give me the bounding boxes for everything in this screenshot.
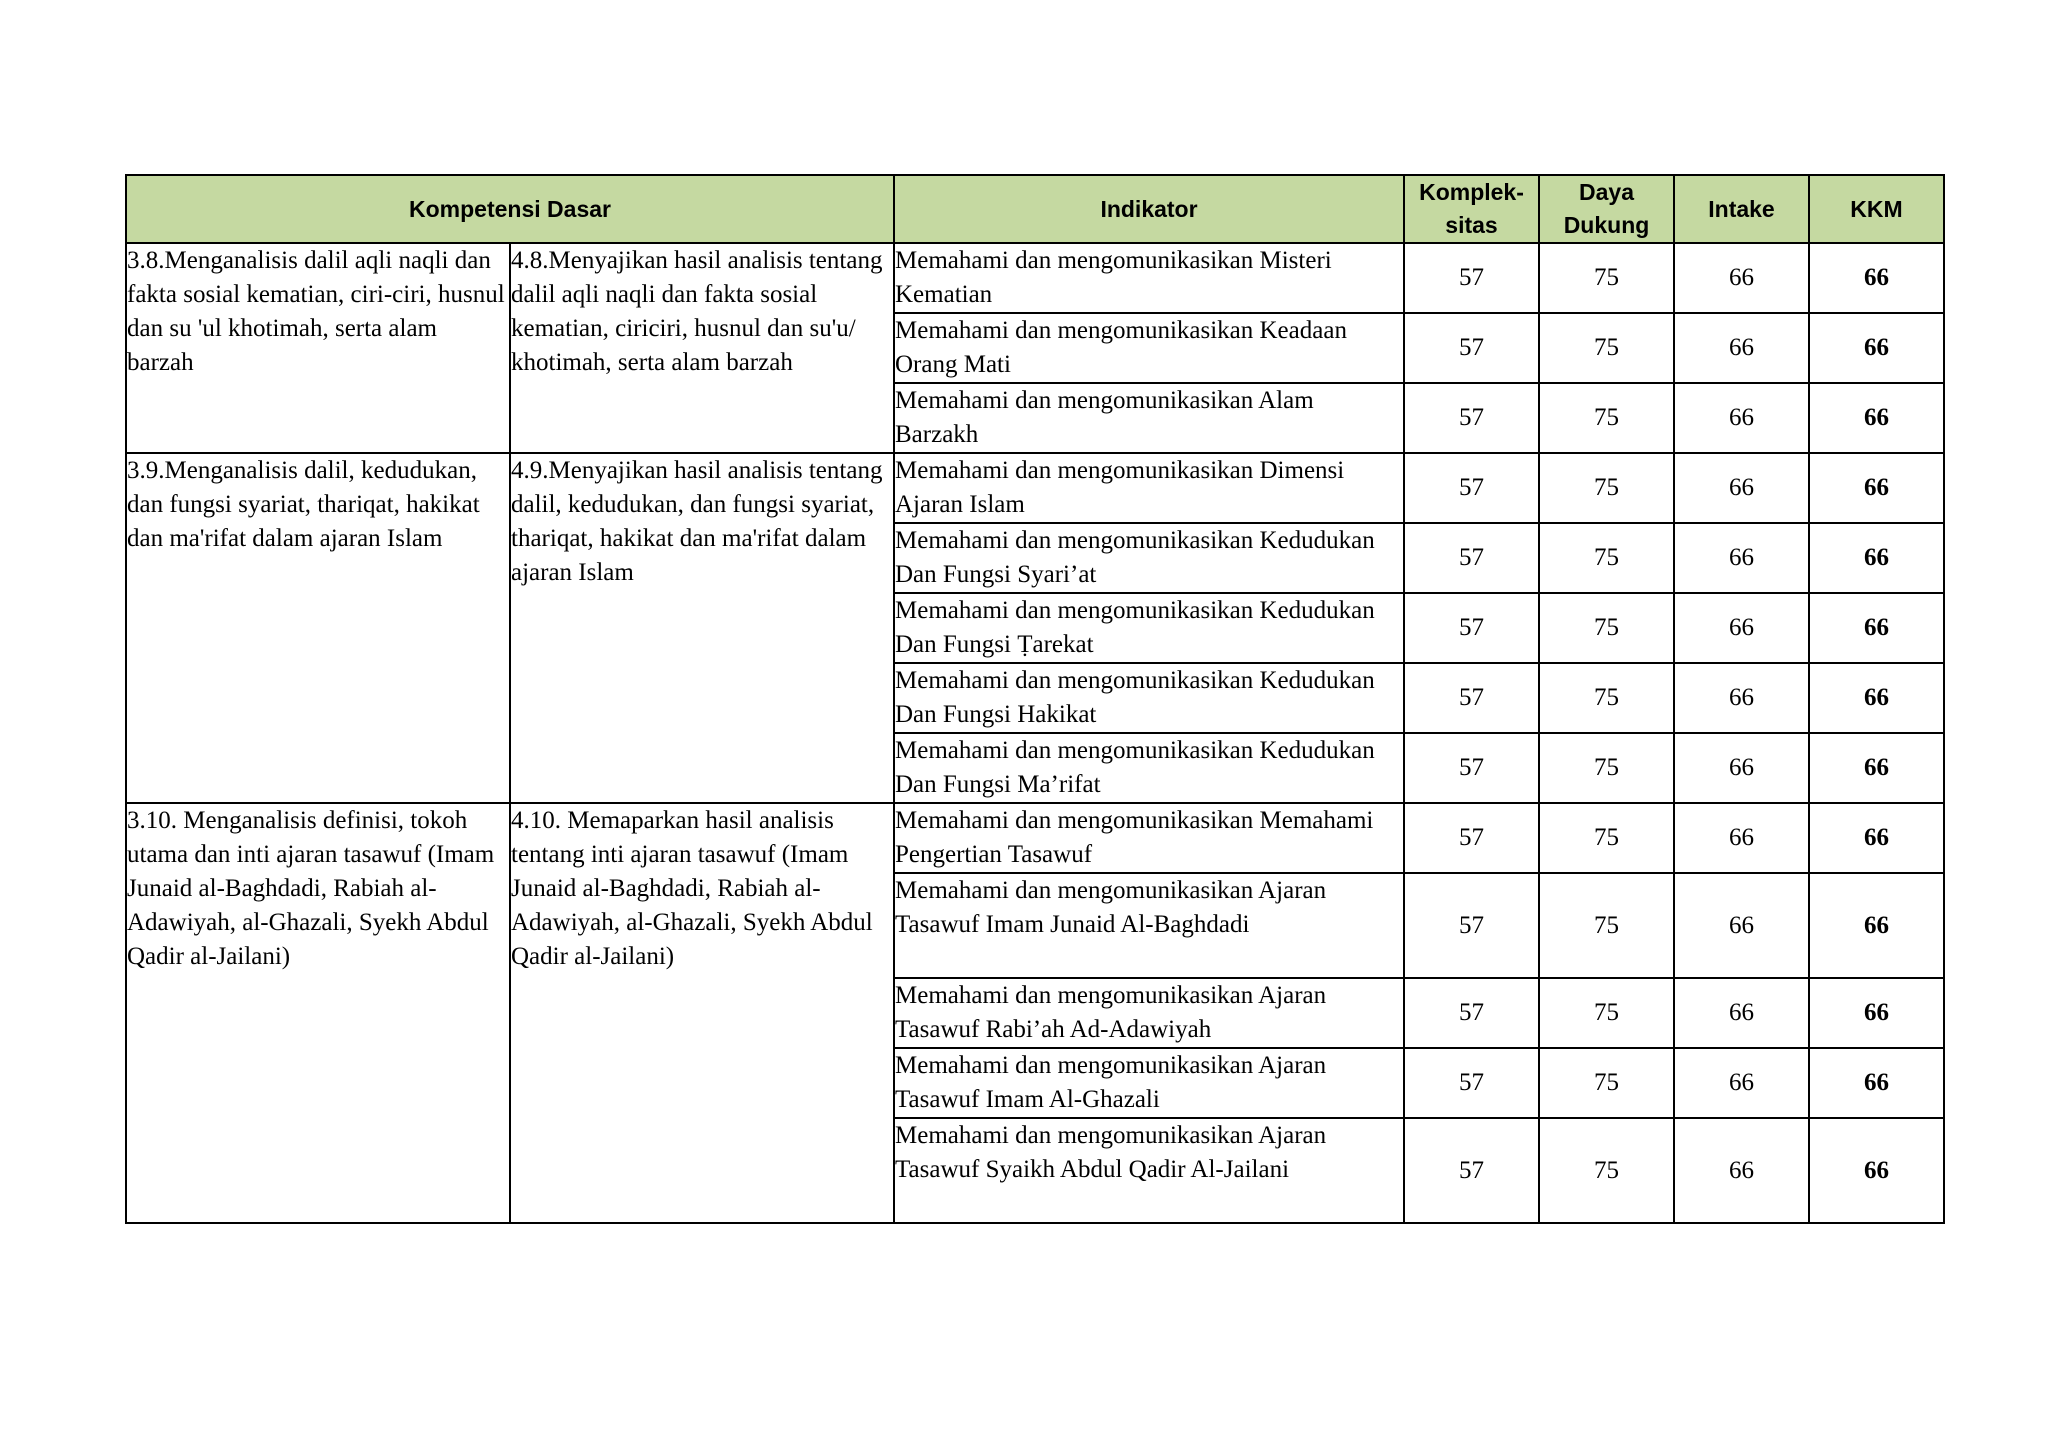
kd3-cell: 3.8.Menganalisis dalil aqli naqli dan fakta sosial kematian, ciri-ciri, husnul dan su 'ul khotimah, serta alam barzah <box>126 243 510 453</box>
header-intake: Intake <box>1674 175 1809 243</box>
table-row <box>126 243 1944 313</box>
kkm-cell: 66 <box>1809 803 1944 873</box>
kompleksitas-cell: 57 <box>1404 453 1539 523</box>
indikator-cell: Memahami dan mengomunikasikan Kedudukan Dan Fungsi Syari’at <box>894 523 1404 593</box>
kkm-cell: 66 <box>1809 978 1944 1048</box>
kkm-cell: 66 <box>1809 453 1944 523</box>
kompleksitas-cell: 57 <box>1404 593 1539 663</box>
indikator-cell: Memahami dan mengomunikasikan Dimensi Ajaran Islam <box>894 453 1404 523</box>
kompleksitas-cell: 57 <box>1404 243 1539 313</box>
intake-cell: 66 <box>1674 243 1809 313</box>
kompleksitas-cell: 57 <box>1404 733 1539 803</box>
indikator-cell: Memahami dan mengomunikasikan Ajaran Tasawuf Syaikh Abdul Qadir Al-Jailani <box>894 1118 1404 1223</box>
intake-cell: 66 <box>1674 873 1809 978</box>
intake-cell: 66 <box>1674 1118 1809 1223</box>
kkm-cell: 66 <box>1809 873 1944 978</box>
kkm-cell: 66 <box>1809 1048 1944 1118</box>
intake-cell: 66 <box>1674 663 1809 733</box>
kompleksitas-cell: 57 <box>1404 978 1539 1048</box>
daya-dukung-cell: 75 <box>1539 523 1674 593</box>
indikator-cell: Memahami dan mengomunikasikan Keadaan Orang Mati <box>894 313 1404 383</box>
intake-cell: 66 <box>1674 978 1809 1048</box>
indikator-cell: Memahami dan mengomunikasikan Ajaran Tasawuf Imam Al-Ghazali <box>894 1048 1404 1118</box>
daya-dukung-cell: 75 <box>1539 1048 1674 1118</box>
kkm-cell: 66 <box>1809 243 1944 313</box>
kompleksitas-cell: 57 <box>1404 873 1539 978</box>
intake-cell: 66 <box>1674 1048 1809 1118</box>
kkm-cell: 66 <box>1809 593 1944 663</box>
kd4-cell: 4.10. Memaparkan hasil analisis tentang inti ajaran tasawuf (Imam Junaid al-Baghdadi, Rabiah al-Adawiyah, al-Ghazali, Syekh Abdul Qadir al-Jailani) <box>510 803 894 1223</box>
daya-dukung-cell: 75 <box>1539 663 1674 733</box>
daya-dukung-cell: 75 <box>1539 383 1674 453</box>
intake-cell: 66 <box>1674 733 1809 803</box>
indikator-cell: Memahami dan mengomunikasikan Kedudukan Dan Fungsi Ṭarekat <box>894 593 1404 663</box>
kd3-cell: 3.10. Menganalisis definisi, tokoh utama dan inti ajaran tasawuf (Imam Junaid al-Baghdadi, Rabiah al-Adawiyah, al-Ghazali, Syekh Abdul Qadir al-Jailani) <box>126 803 510 1223</box>
daya-dukung-cell: 75 <box>1539 593 1674 663</box>
indikator-cell: Memahami dan mengomunikasikan Memahami Pengertian Tasawuf <box>894 803 1404 873</box>
header-indikator: Indikator <box>894 175 1404 243</box>
intake-cell: 66 <box>1674 453 1809 523</box>
indikator-cell: Memahami dan mengomunikasikan Kedudukan Dan Fungsi Hakikat <box>894 663 1404 733</box>
kd3-cell: 3.9.Menganalisis dalil, kedudukan, dan fungsi syariat, thariqat, hakikat dan ma'rifat dalam ajaran Islam <box>126 453 510 803</box>
kd4-cell: 4.9.Menyajikan hasil analisis tentang dalil, kedudukan, dan fungsi syariat, thariqat, hakikat dan ma'rifat dalam ajaran Islam <box>510 453 894 803</box>
kkm-cell: 66 <box>1809 663 1944 733</box>
header-kompetensi-dasar: Kompetensi Dasar <box>126 175 894 243</box>
daya-dukung-cell: 75 <box>1539 1118 1674 1223</box>
kkm-cell: 66 <box>1809 733 1944 803</box>
kd4-cell: 4.8.Menyajikan hasil analisis tentang dalil aqli naqli dan fakta sosial kematian, ciriciri, husnul dan su'u/ khotimah, serta alam barzah <box>510 243 894 453</box>
kkm-cell: 66 <box>1809 383 1944 453</box>
header-kkm: KKM <box>1809 175 1944 243</box>
table-row <box>126 453 1944 523</box>
daya-dukung-cell: 75 <box>1539 733 1674 803</box>
daya-dukung-cell: 75 <box>1539 243 1674 313</box>
table-row <box>126 803 1944 873</box>
daya-dukung-cell: 75 <box>1539 453 1674 523</box>
daya-dukung-cell: 75 <box>1539 803 1674 873</box>
kompleksitas-cell: 57 <box>1404 1118 1539 1223</box>
kompleksitas-cell: 57 <box>1404 663 1539 733</box>
indikator-cell: Memahami dan mengomunikasikan Misteri Kematian <box>894 243 1404 313</box>
intake-cell: 66 <box>1674 313 1809 383</box>
kkm-cell: 66 <box>1809 523 1944 593</box>
intake-cell: 66 <box>1674 803 1809 873</box>
daya-dukung-cell: 75 <box>1539 313 1674 383</box>
kompleksitas-cell: 57 <box>1404 803 1539 873</box>
header-kompleksitas: Komplek- sitas <box>1404 175 1539 243</box>
kompleksitas-cell: 57 <box>1404 523 1539 593</box>
kkm-cell: 66 <box>1809 313 1944 383</box>
intake-cell: 66 <box>1674 593 1809 663</box>
daya-dukung-cell: 75 <box>1539 873 1674 978</box>
header-row <box>126 175 1944 243</box>
intake-cell: 66 <box>1674 523 1809 593</box>
kompleksitas-cell: 57 <box>1404 383 1539 453</box>
daya-dukung-cell: 75 <box>1539 978 1674 1048</box>
indikator-cell: Memahami dan mengomunikasikan Alam Barzakh <box>894 383 1404 453</box>
indikator-cell: Memahami dan mengomunikasikan Kedudukan Dan Fungsi Ma’rifat <box>894 733 1404 803</box>
kkm-table <box>125 174 1945 1224</box>
kompleksitas-cell: 57 <box>1404 313 1539 383</box>
kompleksitas-cell: 57 <box>1404 1048 1539 1118</box>
header-daya-dukung: Daya Dukung <box>1539 175 1674 243</box>
indikator-cell: Memahami dan mengomunikasikan Ajaran Tasawuf Imam Junaid Al-Baghdadi <box>894 873 1404 978</box>
intake-cell: 66 <box>1674 383 1809 453</box>
kkm-cell: 66 <box>1809 1118 1944 1223</box>
indikator-cell: Memahami dan mengomunikasikan Ajaran Tasawuf Rabi’ah Ad-Adawiyah <box>894 978 1404 1048</box>
